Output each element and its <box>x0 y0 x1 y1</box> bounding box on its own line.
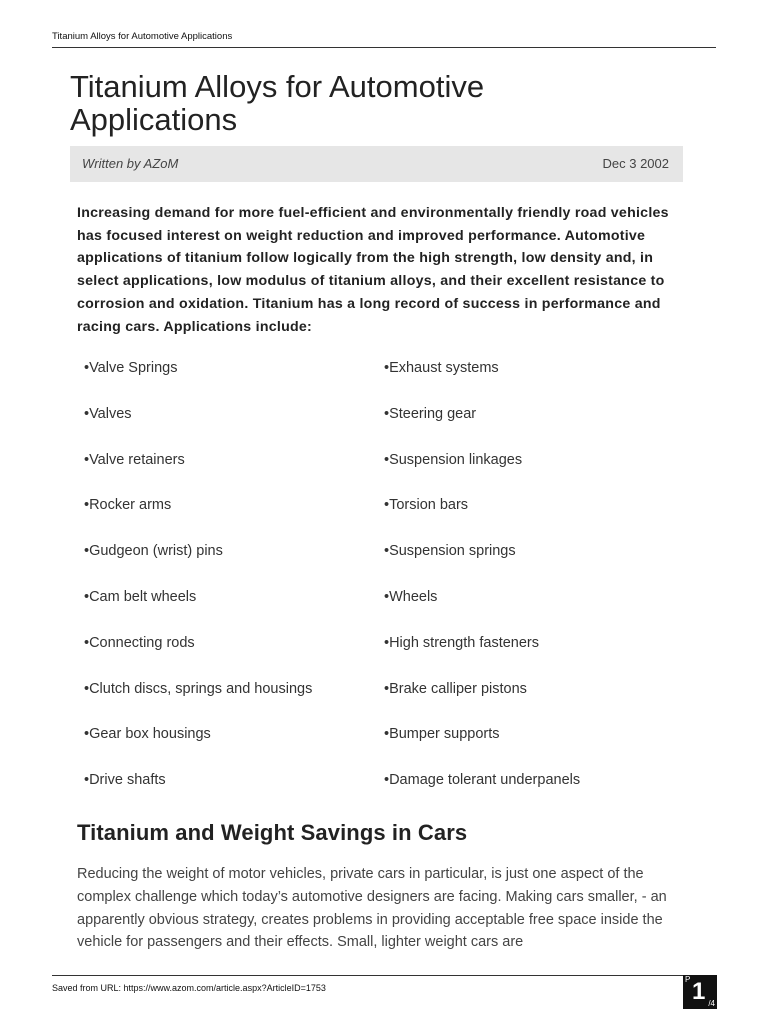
article-title: Titanium Alloys for Automotive Applications <box>70 69 485 137</box>
application-item: •Cam belt wheels <box>84 589 197 605</box>
application-item: •Suspension springs <box>384 543 516 560</box>
footer-divider <box>52 975 716 976</box>
application-item: •Gudgeon (wrist) pins <box>84 543 223 560</box>
section-heading: Titanium and Weight Savings in Cars <box>77 820 468 845</box>
application-item: •Exhaust systems <box>384 360 499 376</box>
publish-date: Dec 3 2002 <box>602 156 669 171</box>
intro-paragraph: Increasing demand for more fuel-efficient and environmentally friendly road vehicles has focused interest on weight reduction and improved performance. Automotive applications of titanium follow logically from the high strength, low density and, in select applications, low modulus of titanium alloys, and their excellent resistance to corrosion and oxidation. Titanium has a long record of success in performance and racing cars. Applications include: <box>77 205 669 335</box>
application-item: •Rocker arms <box>84 497 172 514</box>
application-item: •Torsion bars <box>384 497 469 514</box>
byline-bar <box>70 146 683 182</box>
running-header: Titanium Alloys for Automotive Applications <box>52 31 233 42</box>
application-item: •Wheels <box>384 589 438 605</box>
page-label: P <box>685 975 691 984</box>
application-item: •Drive shafts <box>84 772 166 789</box>
application-item: •Damage tolerant underpanels <box>384 772 581 789</box>
application-item: •Clutch discs, springs and housings <box>84 680 313 697</box>
application-item: •Bumper supports <box>384 726 500 743</box>
page-total: /4 <box>708 999 715 1008</box>
application-item: •Valve retainers <box>84 451 185 468</box>
application-item: •Gear box housings <box>84 726 211 743</box>
page-number: 1 <box>692 978 706 1005</box>
body-paragraph: Reducing the weight of motor vehicles, private cars in particular, is just one aspect of the complex challenge which today’s automotive designers are facing. Making cars smaller, - an apparently obvious strategy, creates problems in providing acceptable free space inside the vehicle for passengers and their effects. Small, lighter weight cars are <box>77 866 667 951</box>
source-url: Saved from URL: https://www.azom.com/article.aspx?ArticleID=1753 <box>52 983 326 993</box>
application-item: •Valves <box>84 405 132 422</box>
application-item: •Connecting rods <box>84 634 195 651</box>
application-item: •Valve Springs <box>84 360 178 376</box>
author-label: Written by AZoM <box>82 156 179 171</box>
header-divider <box>52 47 716 48</box>
application-item: •Suspension linkages <box>384 451 523 468</box>
application-item: •Steering gear <box>384 405 477 422</box>
application-item: •Brake calliper pistons <box>384 680 527 697</box>
application-item: •High strength fasteners <box>384 634 539 651</box>
page-number-badge <box>683 975 717 1009</box>
